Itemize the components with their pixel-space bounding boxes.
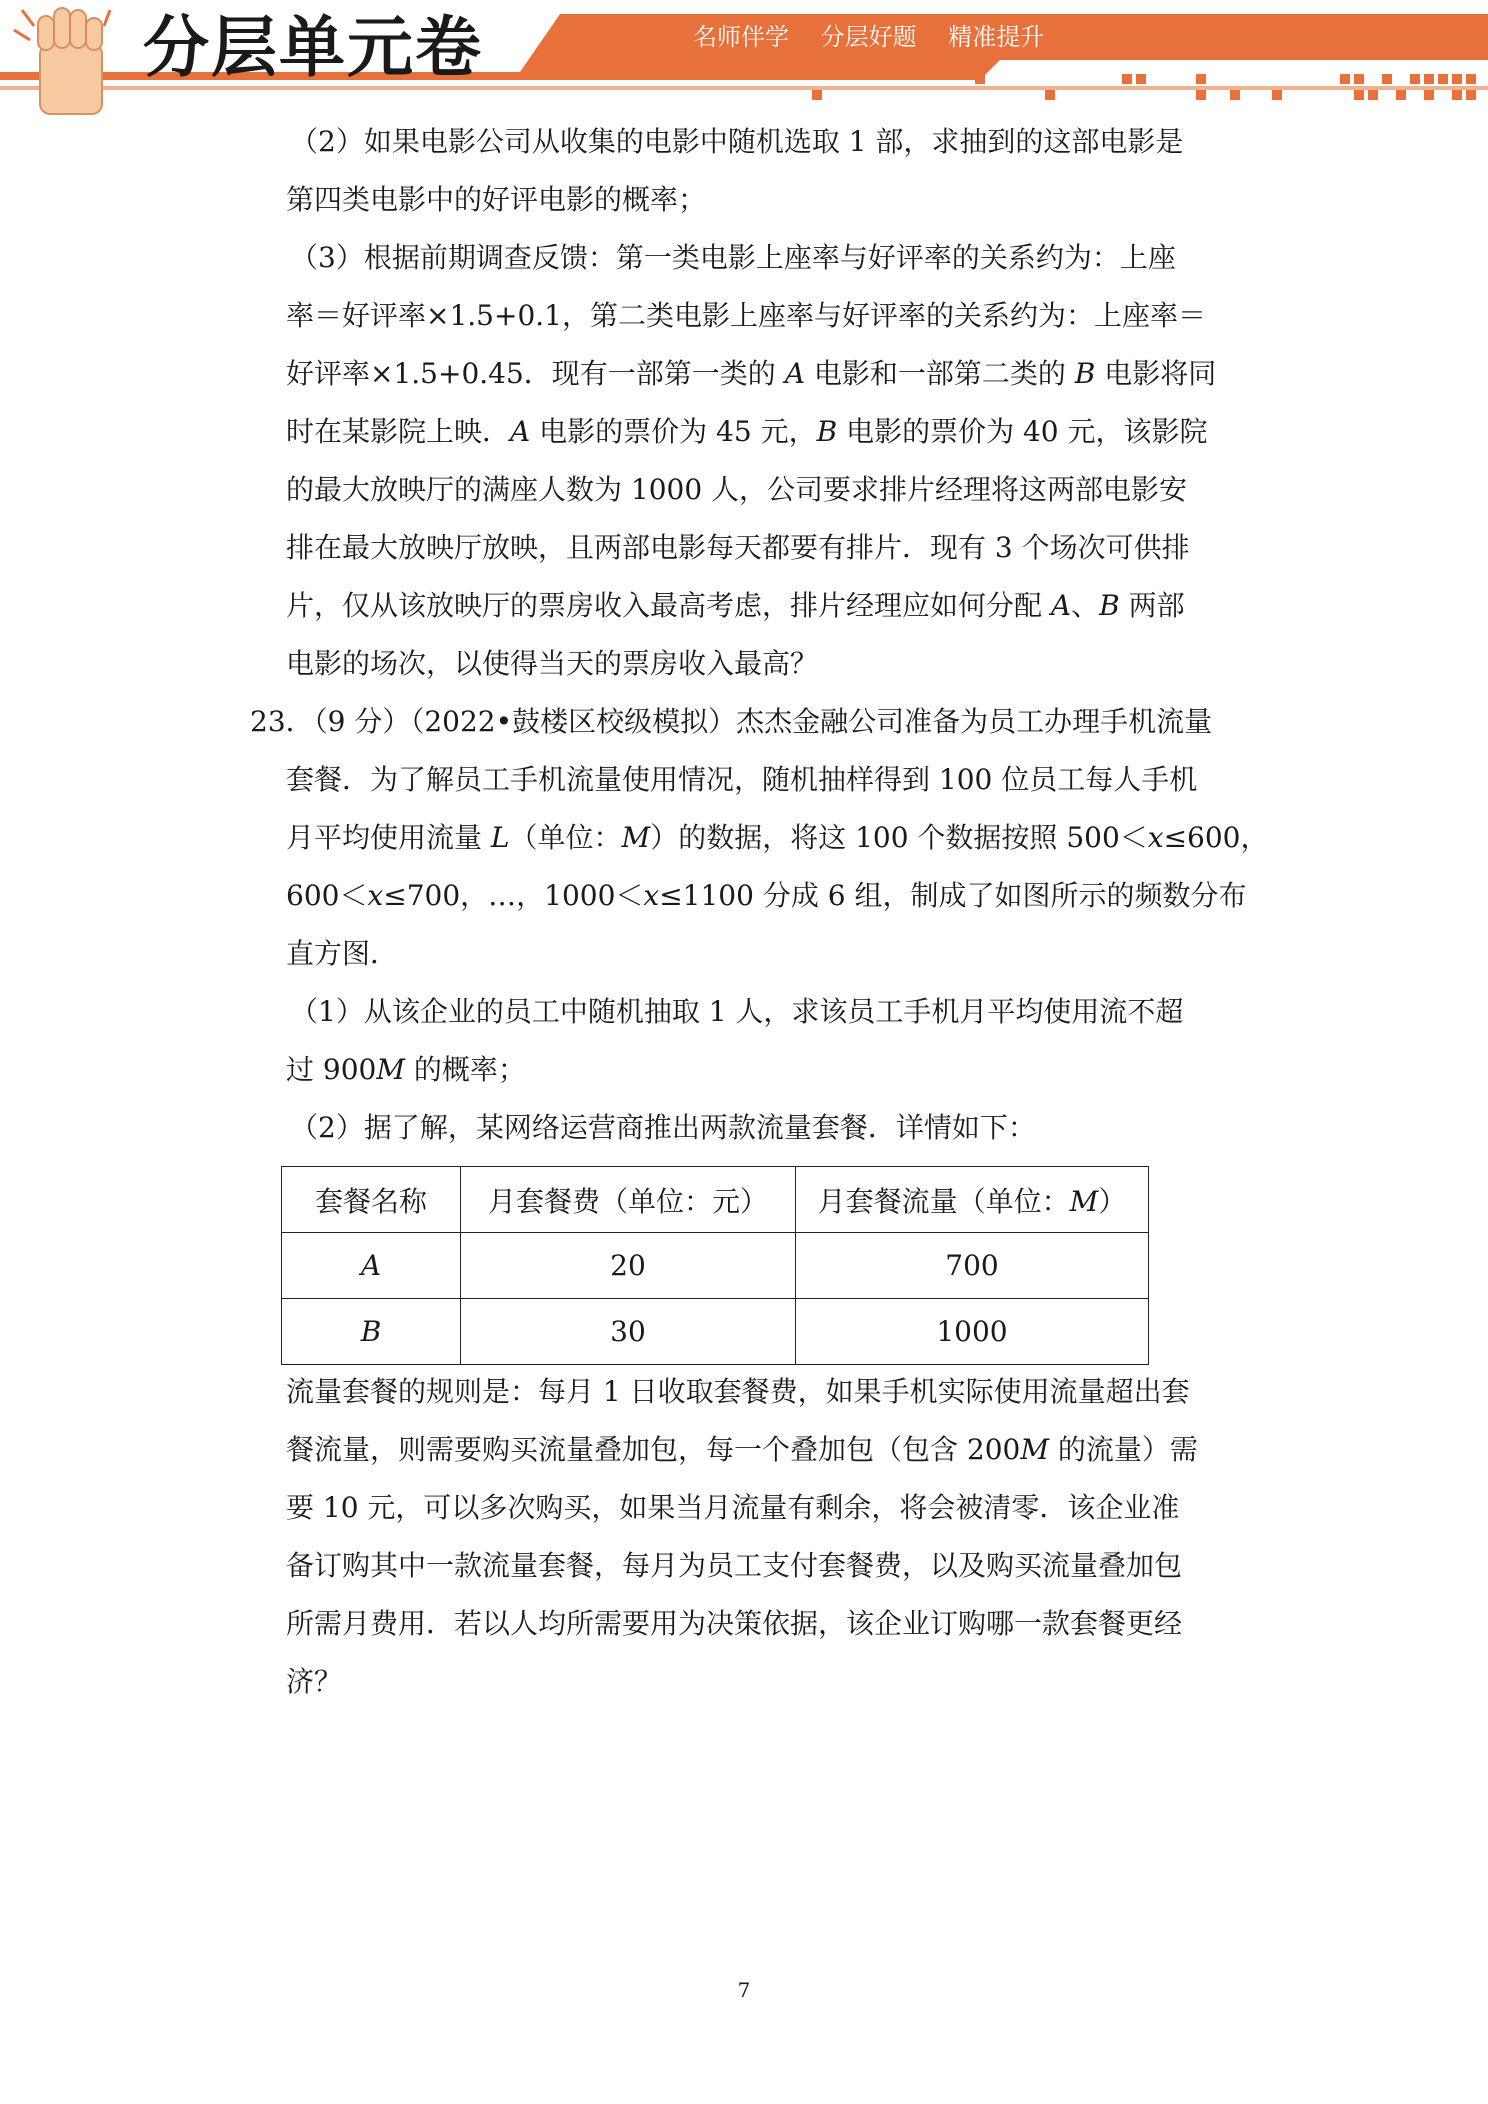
text-line: 直方图． [286,937,399,970]
slogan-item: 分层好题 [820,23,917,51]
text-line: 要 10 元，可以多次购买，如果当月流量有剩余，将会被清零．该企业准 [286,1491,1180,1524]
text-line: 电影的场次，以使得当天的票房收入最高？ [286,647,819,680]
decor-square [1354,90,1364,100]
table-cell: 30 [461,1299,796,1365]
table-cell: 20 [461,1233,796,1299]
table-cell: 700 [796,1233,1149,1299]
decor-square [812,90,822,100]
decor-square [1340,74,1350,84]
decor-square [1452,74,1462,84]
text-line: 好评率×1.5+0.45．现有一部第一类的 A 电影和一部第二类的 B 电影将同 [286,357,1217,390]
decor-square [1424,74,1434,84]
text-line: 所需月费用．若以人均所需要用为决策依据，该企业订购哪一款套餐更经 [286,1607,1183,1640]
decor-square [1272,90,1282,100]
decor-square [1045,90,1055,100]
text-line: 济？ [286,1665,343,1698]
text-line: 时在某影院上映．A 电影的票价为 45 元，B 电影的票价为 40 元，该影院 [286,415,1208,448]
page-number: 7 [737,1978,751,2002]
decor-square [1466,74,1476,84]
table-cell: B [282,1299,461,1365]
text-line: 片，仅从该放映厅的票房收入最高考虑，排片经理应如何分配 A、B 两部 [286,589,1185,622]
decor-square [1196,74,1206,84]
decor-square [1230,90,1240,100]
decor-square [1410,74,1420,84]
text-line: 流量套餐的规则是：每月 1 日收取套餐费，如果手机实际使用流量超出套 [286,1375,1190,1408]
table-header-cell: 月套餐流量（单位：M） [796,1167,1149,1233]
text-line: 月平均使用流量 L（单位：M）的数据，将这 100 个数据按照 500＜x≤600， [286,821,1269,854]
text-line: 餐流量，则需要购买流量叠加包，每一个叠加包（包含 200M 的流量）需 [286,1433,1198,1466]
fist-logo-icon [14,8,110,114]
decor-square [1466,90,1476,100]
decor-square [1196,90,1206,100]
text-line: （1）从该企业的员工中随机抽取 1 人，求该员工手机月平均使用流不超 [290,995,1184,1028]
text-line: 备订购其中一款流量套餐，每月为员工支付套餐费，以及购买流量叠加包 [286,1549,1183,1582]
text-line: 过 900M 的概率； [286,1053,526,1086]
decor-square [1382,74,1392,84]
table-header-cell: 套餐名称 [282,1167,461,1233]
decor-square [1438,74,1448,84]
decor-square [1396,90,1406,100]
question-23-title: 23．（9 分）（2022•鼓楼区校级模拟）杰杰金融公司准备为员工办理手机流量 [250,705,1213,738]
table-header-cell: 月套餐费（单位：元） [461,1167,796,1233]
slogan-item: 名师伴学 [693,23,789,51]
page-header [0,0,1488,120]
decor-square [1424,90,1434,100]
decor-square [1136,74,1146,84]
text-line: 的最大放映厅的满座人数为 1000 人，公司要求排片经理将这两部电影安 [286,473,1188,506]
header-slogan [693,22,1068,52]
decor-square [1368,90,1378,100]
brand-title: 分层单元卷 [143,9,483,86]
text-line: （3）根据前期调查反馈：第一类电影上座率与好评率的关系约为：上座 [290,241,1176,274]
text-line: （2）据了解，某网络运营商推出两款流量套餐．详情如下： [290,1111,1036,1144]
text-line: 第四类电影中的好评电影的概率； [286,183,707,216]
table-header-row [282,1167,1149,1233]
plan-table [281,1166,1149,1365]
slogan-item: 精准提升 [948,23,1045,51]
text-line: 率＝好评率×1.5+0.1，第二类电影上座率与好评率的关系约为：上座率＝ [286,299,1206,332]
text-line: 600＜x≤700，…，1000＜x≤1100 分成 6 组，制成了如图所示的频数分布 [286,879,1247,912]
decor-square [975,74,985,84]
text-line: （2）如果电影公司从收集的电影中随机选取 1 部，求抽到的这部电影是 [290,125,1184,158]
table-cell: A [282,1233,461,1299]
table-row [282,1299,1149,1365]
decor-square [1452,90,1462,100]
decor-square [1122,74,1132,84]
table-row [282,1233,1149,1299]
text-line: 套餐．为了解员工手机流量使用情况，随机抽样得到 100 位员工每人手机 [286,763,1198,796]
text-line: 排在最大放映厅放映，且两部电影每天都要有排片．现有 3 个场次可供排 [286,531,1190,564]
decor-square [1354,74,1364,84]
table-cell: 1000 [796,1299,1149,1365]
